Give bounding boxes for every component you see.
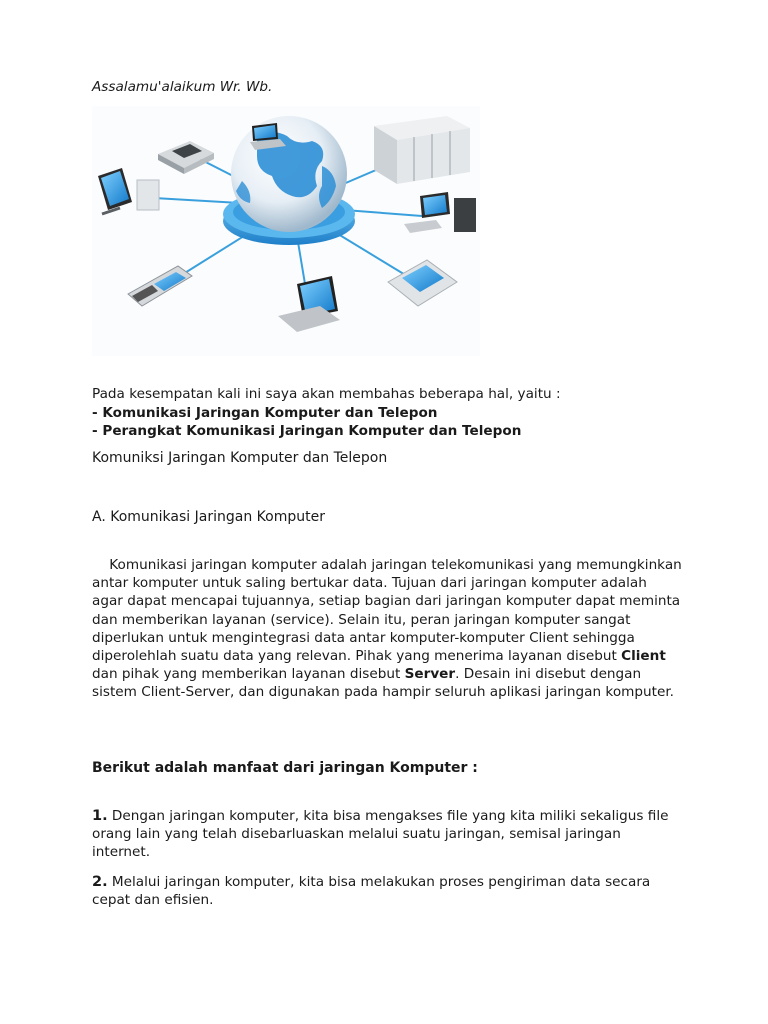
item-number: 1.	[92, 808, 108, 824]
paragraph-text: . Desain ini disebut dengan sistem Client-Server, dan digunakan pada hampir seluruh aplikasi jaringan komputer.	[92, 666, 674, 701]
item-text: Melalui jaringan komputer, kita bisa melakukan proses pengiriman data secara cepat dan efisien.	[92, 874, 651, 909]
intro-line: Pada kesempatan kali ini saya akan membahas beberapa hal, yaitu :	[92, 386, 561, 402]
greeting: Assalamu'alaikum Wr. Wb.	[92, 79, 273, 95]
benefits-heading: Berikut adalah manfaat dari jaringan Komputer :	[92, 760, 478, 776]
server-rack-icon	[374, 116, 470, 184]
list-item	[92, 807, 682, 862]
paragraph-text: dan pihak yang memberikan layanan disebut	[92, 648, 671, 683]
client-term: Client	[621, 648, 666, 665]
item-text: Dengan jaringan komputer, kita bisa mengakses file yang kita miliki sekaligus file orang lain yang telah disebarluaskan melalui suatu jaringan, semisal jaringan internet.	[92, 808, 669, 861]
item-number: 2.	[92, 874, 108, 890]
list-item	[92, 873, 682, 909]
server-term: Server	[404, 666, 456, 683]
network-illustration	[92, 106, 480, 356]
intro-section	[92, 385, 692, 441]
intro-bullet: - Perangkat Komunikasi Jaringan Komputer dan Telepon	[92, 423, 522, 439]
section-heading: Komuniksi Jaringan Komputer dan Telepon	[92, 450, 388, 466]
paragraph-text: Komunikasi jaringan komputer adalah jaringan telekomunikasi yang memungkinkan antar komputer untuk saling bertukar data. Tujuan dari jaringan komputer adalah agar dapat mencapai tujuannya, setiap bagian dari jaringan komputer dapat meminta dan memberikan layanan (service). Selain itu, peran jaringan komputer sangat diperlukan untuk mengintegrasi data antar komputer-komputer Client sehingga diperolehlah suatu data yang relevan. Pihak yang menerima layanan disebut	[92, 557, 687, 665]
body-paragraph	[92, 556, 687, 702]
subsection-heading: A. Komunikasi Jaringan Komputer	[92, 509, 325, 525]
intro-bullet: - Komunikasi Jaringan Komputer dan Telepon	[92, 404, 438, 421]
